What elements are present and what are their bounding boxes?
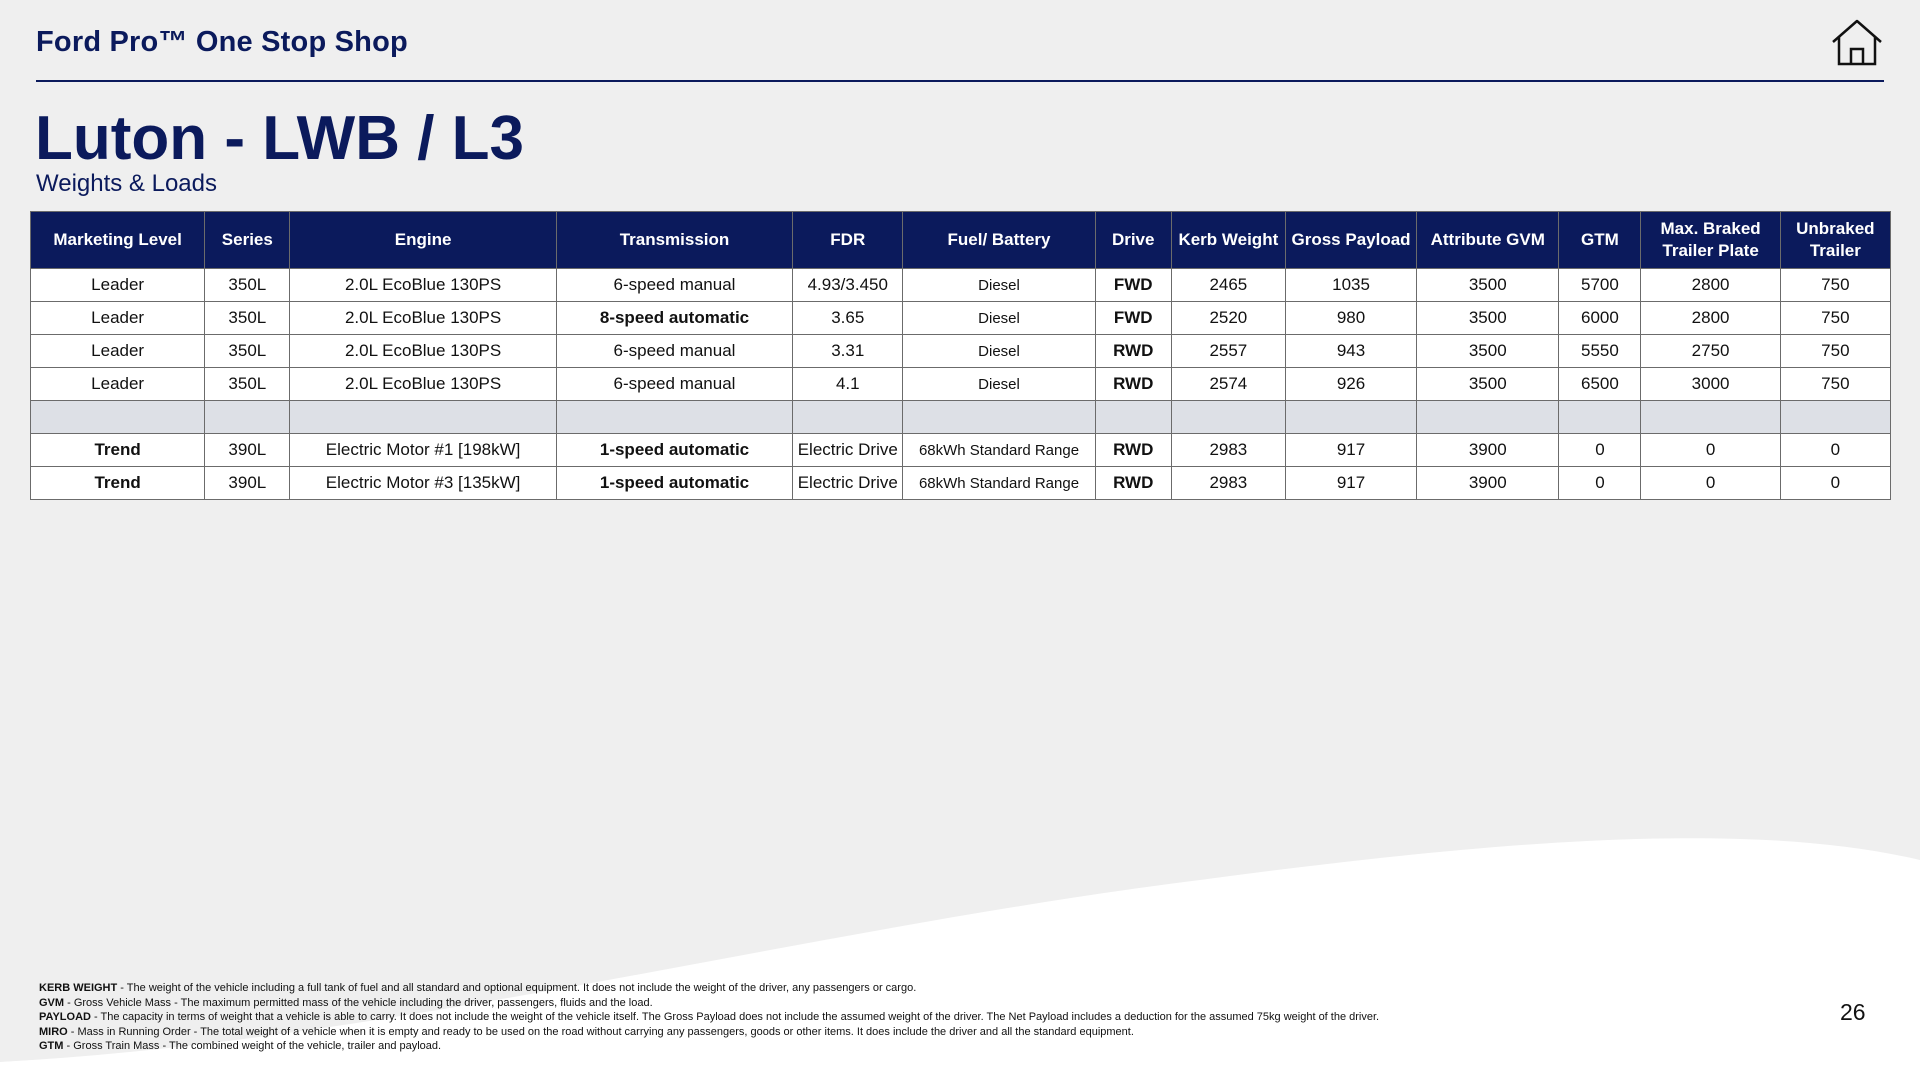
table-cell: FWD [1095, 302, 1171, 335]
weights-loads-table [30, 211, 1891, 500]
table-cell: 2574 [1171, 368, 1285, 401]
table-cell [1285, 401, 1416, 434]
table-cell: 4.93/3.450 [793, 269, 903, 302]
column-header: Kerb Weight [1171, 212, 1285, 269]
table-cell [556, 401, 792, 434]
footnote-term: KERB WEIGHT [39, 982, 118, 994]
table-cell: Diesel [903, 269, 1095, 302]
table-cell: Diesel [903, 368, 1095, 401]
footnote-term: MIRO [39, 1025, 68, 1038]
table-row [31, 335, 1891, 368]
table-cell [1417, 401, 1559, 434]
table-cell: 1035 [1285, 269, 1416, 302]
table-cell: 5700 [1559, 269, 1641, 302]
table-cell: 0 [1780, 434, 1890, 467]
table-cell: 3000 [1641, 368, 1780, 401]
table-cell: RWD [1095, 434, 1171, 467]
table-row [31, 467, 1891, 500]
table-cell: 3900 [1417, 434, 1559, 467]
table-cell: Trend [31, 434, 205, 467]
table-row [31, 269, 1891, 302]
table-header-row [31, 212, 1891, 269]
column-header: Drive [1095, 212, 1171, 269]
table-cell: 2800 [1641, 269, 1780, 302]
table-cell: Electric Motor #3 [135kW] [290, 467, 556, 500]
table-cell: 750 [1780, 335, 1890, 368]
footnote-text: - Gross Vehicle Mass - The maximum permitted mass of the vehicle including the driver, passengers, fluids and the load. [64, 996, 653, 1009]
page-title: Luton - LWB / L3 [35, 104, 525, 173]
table-cell: 3500 [1417, 335, 1559, 368]
table-cell [1171, 401, 1285, 434]
table-cell: 8-speed automatic [556, 302, 792, 335]
table-cell: Electric Motor #1 [198kW] [290, 434, 556, 467]
table-cell: 6-speed manual [556, 368, 792, 401]
brand-title: Ford Pro™ One Stop Shop [36, 26, 408, 58]
table-cell: Electric Drive [793, 467, 903, 500]
footnote-term: PAYLOAD [39, 1011, 91, 1023]
table-cell: 3500 [1417, 368, 1559, 401]
table-cell: Diesel [903, 335, 1095, 368]
table-cell: 390L [205, 467, 290, 500]
table-cell: RWD [1095, 335, 1171, 368]
table-cell: 2.0L EcoBlue 130PS [290, 368, 556, 401]
table-cell: RWD [1095, 467, 1171, 500]
table-cell: 926 [1285, 368, 1416, 401]
footnote-term: GTM [39, 1040, 64, 1052]
table-cell [903, 401, 1095, 434]
table-cell: 350L [205, 269, 290, 302]
table-cell: 2750 [1641, 335, 1780, 368]
table-cell: 2.0L EcoBlue 130PS [290, 335, 556, 368]
table-cell: Leader [31, 269, 205, 302]
table-cell [1559, 401, 1641, 434]
table-row [31, 302, 1891, 335]
table-cell: 68kWh Standard Range [903, 467, 1095, 500]
page-subtitle: Weights & Loads [36, 170, 217, 197]
column-header: GTM [1559, 212, 1641, 269]
table-cell: 3.31 [793, 335, 903, 368]
table-cell: Electric Drive [793, 434, 903, 467]
footnote-text: - Mass in Running Order - The total weight of a vehicle when it is empty and ready to be used on the road without carrying any passengers, goods or other items. It does include the driver and all the standard equipment. [67, 1025, 1134, 1038]
table-cell: 2983 [1171, 434, 1285, 467]
table-cell: Leader [31, 368, 205, 401]
table-row [31, 368, 1891, 401]
home-button[interactable] [1830, 18, 1884, 68]
table-cell: 3900 [1417, 467, 1559, 500]
table-cell: RWD [1095, 368, 1171, 401]
table-cell: 1-speed automatic [556, 434, 792, 467]
table-cell: Leader [31, 302, 205, 335]
table-cell: 2520 [1171, 302, 1285, 335]
table-row [31, 434, 1891, 467]
table-cell: 0 [1559, 434, 1641, 467]
table-cell: 750 [1780, 269, 1890, 302]
table-cell: 6000 [1559, 302, 1641, 335]
column-header: FDR [793, 212, 903, 269]
table-cell [205, 401, 290, 434]
table-cell: 750 [1780, 368, 1890, 401]
table-cell: 6-speed manual [556, 269, 792, 302]
table-cell: 2.0L EcoBlue 130PS [290, 269, 556, 302]
table-cell: 0 [1641, 434, 1780, 467]
table-cell: Diesel [903, 302, 1095, 335]
table-cell: 980 [1285, 302, 1416, 335]
table-cell: Trend [31, 467, 205, 500]
footnote-term: GVM [39, 996, 65, 1009]
column-header: Series [205, 212, 290, 269]
column-header: Transmission [556, 212, 792, 269]
footnote-text: - The capacity in terms of weight that a vehicle is able to carry. It does not include the weight of the vehicle itself. The Gross Payload does not include the assumed weight of the driver. The Net Payload includes a deduction for the assumed 75kg weight of the driver. [90, 1011, 1380, 1023]
table-cell [31, 401, 205, 434]
table-cell: 2465 [1171, 269, 1285, 302]
table-cell: Leader [31, 335, 205, 368]
page-number: 26 [1840, 999, 1866, 1025]
footnote-line [39, 1039, 1379, 1054]
table-cell: 2800 [1641, 302, 1780, 335]
table-cell: 6500 [1559, 368, 1641, 401]
table-cell: 350L [205, 302, 290, 335]
table-cell: 5550 [1559, 335, 1641, 368]
table-cell: 4.1 [793, 368, 903, 401]
column-header: Unbraked Trailer [1780, 212, 1890, 269]
table-cell: 0 [1780, 467, 1890, 500]
table-cell: 1-speed automatic [556, 467, 792, 500]
table-row [31, 401, 1891, 434]
footnote-line [39, 1010, 1379, 1025]
table-cell: 350L [205, 368, 290, 401]
table-cell: 6-speed manual [556, 335, 792, 368]
column-header: Engine [290, 212, 556, 269]
column-header: Marketing Level [31, 212, 205, 269]
table-cell: 750 [1780, 302, 1890, 335]
footnote-text: - The weight of the vehicle including a full tank of fuel and all standard and optional equipment. It does not include the weight of the driver, any passengers or cargo. [117, 982, 917, 994]
table-cell: 943 [1285, 335, 1416, 368]
footnote-line [39, 981, 1379, 996]
table-cell: 917 [1285, 434, 1416, 467]
table-cell: 2.0L EcoBlue 130PS [290, 302, 556, 335]
table-cell: 0 [1641, 467, 1780, 500]
footnotes [39, 981, 1379, 1054]
home-icon [1830, 18, 1884, 68]
table-cell [1641, 401, 1780, 434]
column-header: Fuel/ Battery [903, 212, 1095, 269]
table-cell: 350L [205, 335, 290, 368]
footnote-line [39, 1025, 1379, 1040]
table-cell [793, 401, 903, 434]
table-cell: 2983 [1171, 467, 1285, 500]
column-header: Max. Braked Trailer Plate [1641, 212, 1780, 269]
table-cell: 3.65 [793, 302, 903, 335]
table-cell: 917 [1285, 467, 1416, 500]
table-cell: FWD [1095, 269, 1171, 302]
table-body [31, 269, 1891, 500]
column-header: Gross Payload [1285, 212, 1416, 269]
table-cell: 0 [1559, 467, 1641, 500]
top-header [36, 22, 1884, 82]
table-cell: 68kWh Standard Range [903, 434, 1095, 467]
table-cell [1095, 401, 1171, 434]
table-cell [290, 401, 556, 434]
column-header: Attribute GVM [1417, 212, 1559, 269]
table-cell: 390L [205, 434, 290, 467]
footnote-line [39, 996, 1379, 1011]
table-cell [1780, 401, 1890, 434]
table-cell: 3500 [1417, 269, 1559, 302]
table-cell: 3500 [1417, 302, 1559, 335]
table-cell: 2557 [1171, 335, 1285, 368]
footnote-text: - Gross Train Mass - The combined weight of the vehicle, trailer and payload. [63, 1040, 442, 1052]
